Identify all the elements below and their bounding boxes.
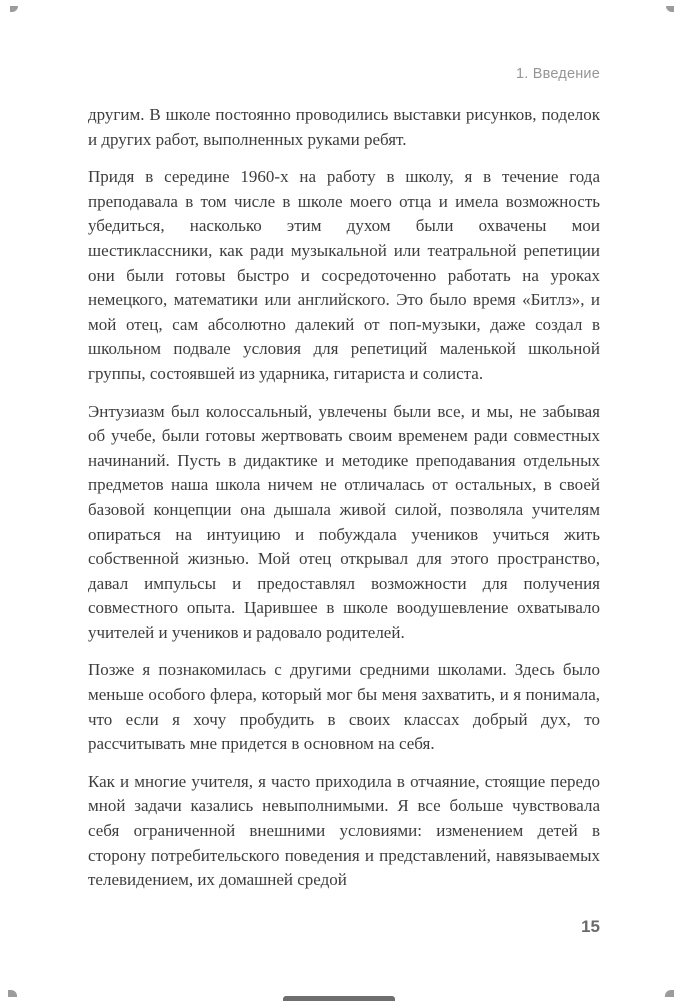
paragraph: Позже я познакомилась с другими средними школами. Здесь было меньше особого флера, который мог бы меня захватить, и я понимала, что если я хочу пробудить в своих классах добрый дух, то рассчитывать мне придется в основном на себя. [88, 660, 600, 754]
paragraph: Придя в середине 1960-х на работу в школу, я в течение года преподавала в том числе в школе моего отца и имела возможность убедиться, насколько этим духом были охвачены мои шестиклассники, как ради музыкальной или театральной репетиции они были готовы быстро и сосредоточенно работать на уроках немецкого, математики или английского. Это было время «Битлз», и мой отец, сам абсолютно далекий от поп-музыки, даже создал в школьном подвале условия для репетиций маленькой школьной группы, состоявшей из ударника, гитариста и солиста. [88, 167, 600, 383]
scan-artifact-bottom-left [8, 990, 17, 997]
scan-artifact-bottom-bar [283, 996, 395, 1001]
chapter-running-header: 1. Введение [516, 66, 600, 82]
page-body-text [88, 103, 600, 906]
scan-artifact-top-right [666, 6, 674, 12]
scan-artifact-top-left [10, 6, 18, 12]
paragraph: другим. В школе постоянно проводились выставки рисунков, поделок и других работ, выполненных руками ребят. [88, 105, 600, 149]
scan-artifact-bottom-right [665, 990, 674, 997]
page-number: 15 [581, 917, 600, 936]
paragraph: Энтузиазм был колоссальный, увлечены были все, и мы, не забывая об учебе, были готовы жертвовать своим временем ради совместных начинаний. Пусть в дидактике и методике преподавания отдельных предметов наша школа ничем не отличалась от остальных, в своей базовой концепции она дышала живой силой, позволяла учителям опираться на интуицию и побуждала учеников учиться жить собственной жизнью. Мой отец открывал для этого пространство, давал импульсы и предоставлял возможности для получения совместного опыта. Царившее в школе воодушевление охватывало учителей и учеников и радовало родителей. [88, 401, 600, 642]
paragraph: Как и многие учителя, я часто приходила в отчаяние, стоящие передо мной задачи казались невыполнимыми. Я все больше чувствовала себя ограниченной внешними условиями: изменением детей в сторону потребительского поведения и представлений, навязываемых телевидением, их домашней средой [88, 771, 600, 890]
